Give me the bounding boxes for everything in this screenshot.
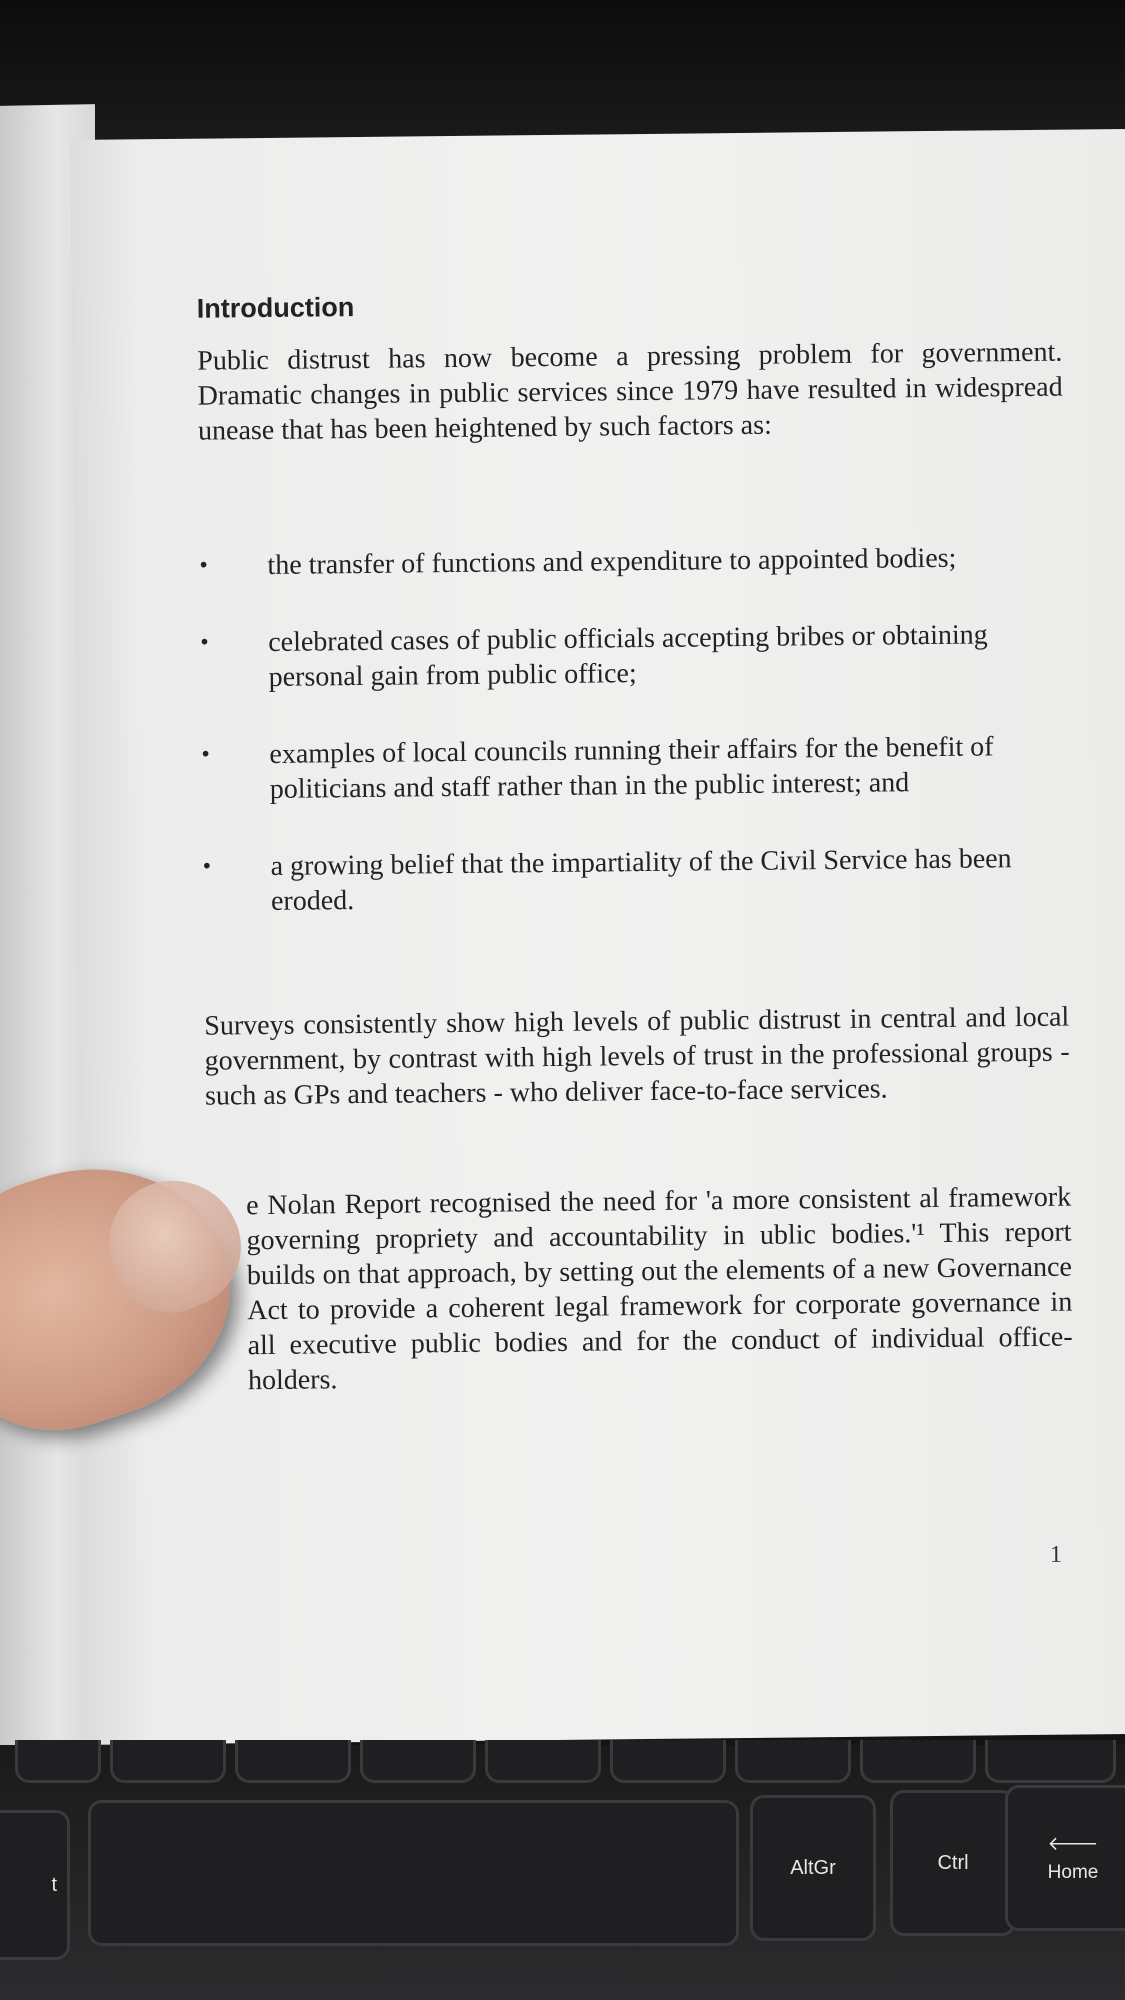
bullet-icon: • [202,853,212,880]
nolan-paragraph: e Nolan Report recognised the need for 'a more consistent al framework governing propriety and accountability in ublic bodies.'¹ This report builds on that approach, by setting out the elements of a new Governance Act to provide a coherent legal framework for corporate governance in all executive public bodies and for the conduct of individual office-holders. [246,1181,1073,1397]
section-heading: Introduction [196,292,355,324]
home-key[interactable]: 🡐 Home [1005,1785,1125,1931]
intro-paragraph: Public distrust has now become a pressing problem for government. Dramatic changes in public services since 1979 have resulted in widespread unease that has been heightened by such factors as: [197,336,1063,447]
key-top-8[interactable] [860,1740,976,1783]
key-top-2[interactable] [110,1740,226,1783]
factor-list [199,540,1068,962]
key-top-1[interactable] [15,1740,101,1783]
bullet-icon: • [201,741,210,768]
arrow-left-icon: 🡐 [1047,1834,1099,1855]
altgr-key[interactable]: AltGr [750,1795,876,1941]
bullet-icon: • [200,629,209,656]
key-t[interactable]: t [0,1810,70,1960]
space-bar[interactable] [88,1800,739,1946]
key-top-3[interactable] [235,1740,351,1783]
surveys-paragraph: Surveys consistently show high levels of public distrust in central and local government, by contrast with high levels of trust in the professional groups - such as GPs and teachers - who deliver face-to-face services. [204,1001,1070,1112]
list-item: • a growing belief that the impartiality of the Civil Service has been eroded. [202,843,1012,917]
key-top-5[interactable] [485,1740,601,1783]
list-item: • celebrated cases of public officials accepting bribes or obtaining personal gain from public office; [200,619,988,693]
key-top-7[interactable] [735,1740,851,1783]
book-page [70,129,1125,1745]
key-top-6[interactable] [610,1740,726,1783]
list-item: • the transfer of functions and expenditure to appointed bodies; [199,540,1064,584]
list-item: • examples of local councils running their affairs for the benefit of politicians and staff rather than in the public interest; and [201,731,994,805]
bullet-icon: • [199,552,209,579]
key-top-9[interactable] [985,1740,1116,1783]
page-number: 1 [1049,1541,1063,1568]
key-top-4[interactable] [360,1740,476,1783]
ctrl-key[interactable]: Ctrl [890,1790,1016,1936]
